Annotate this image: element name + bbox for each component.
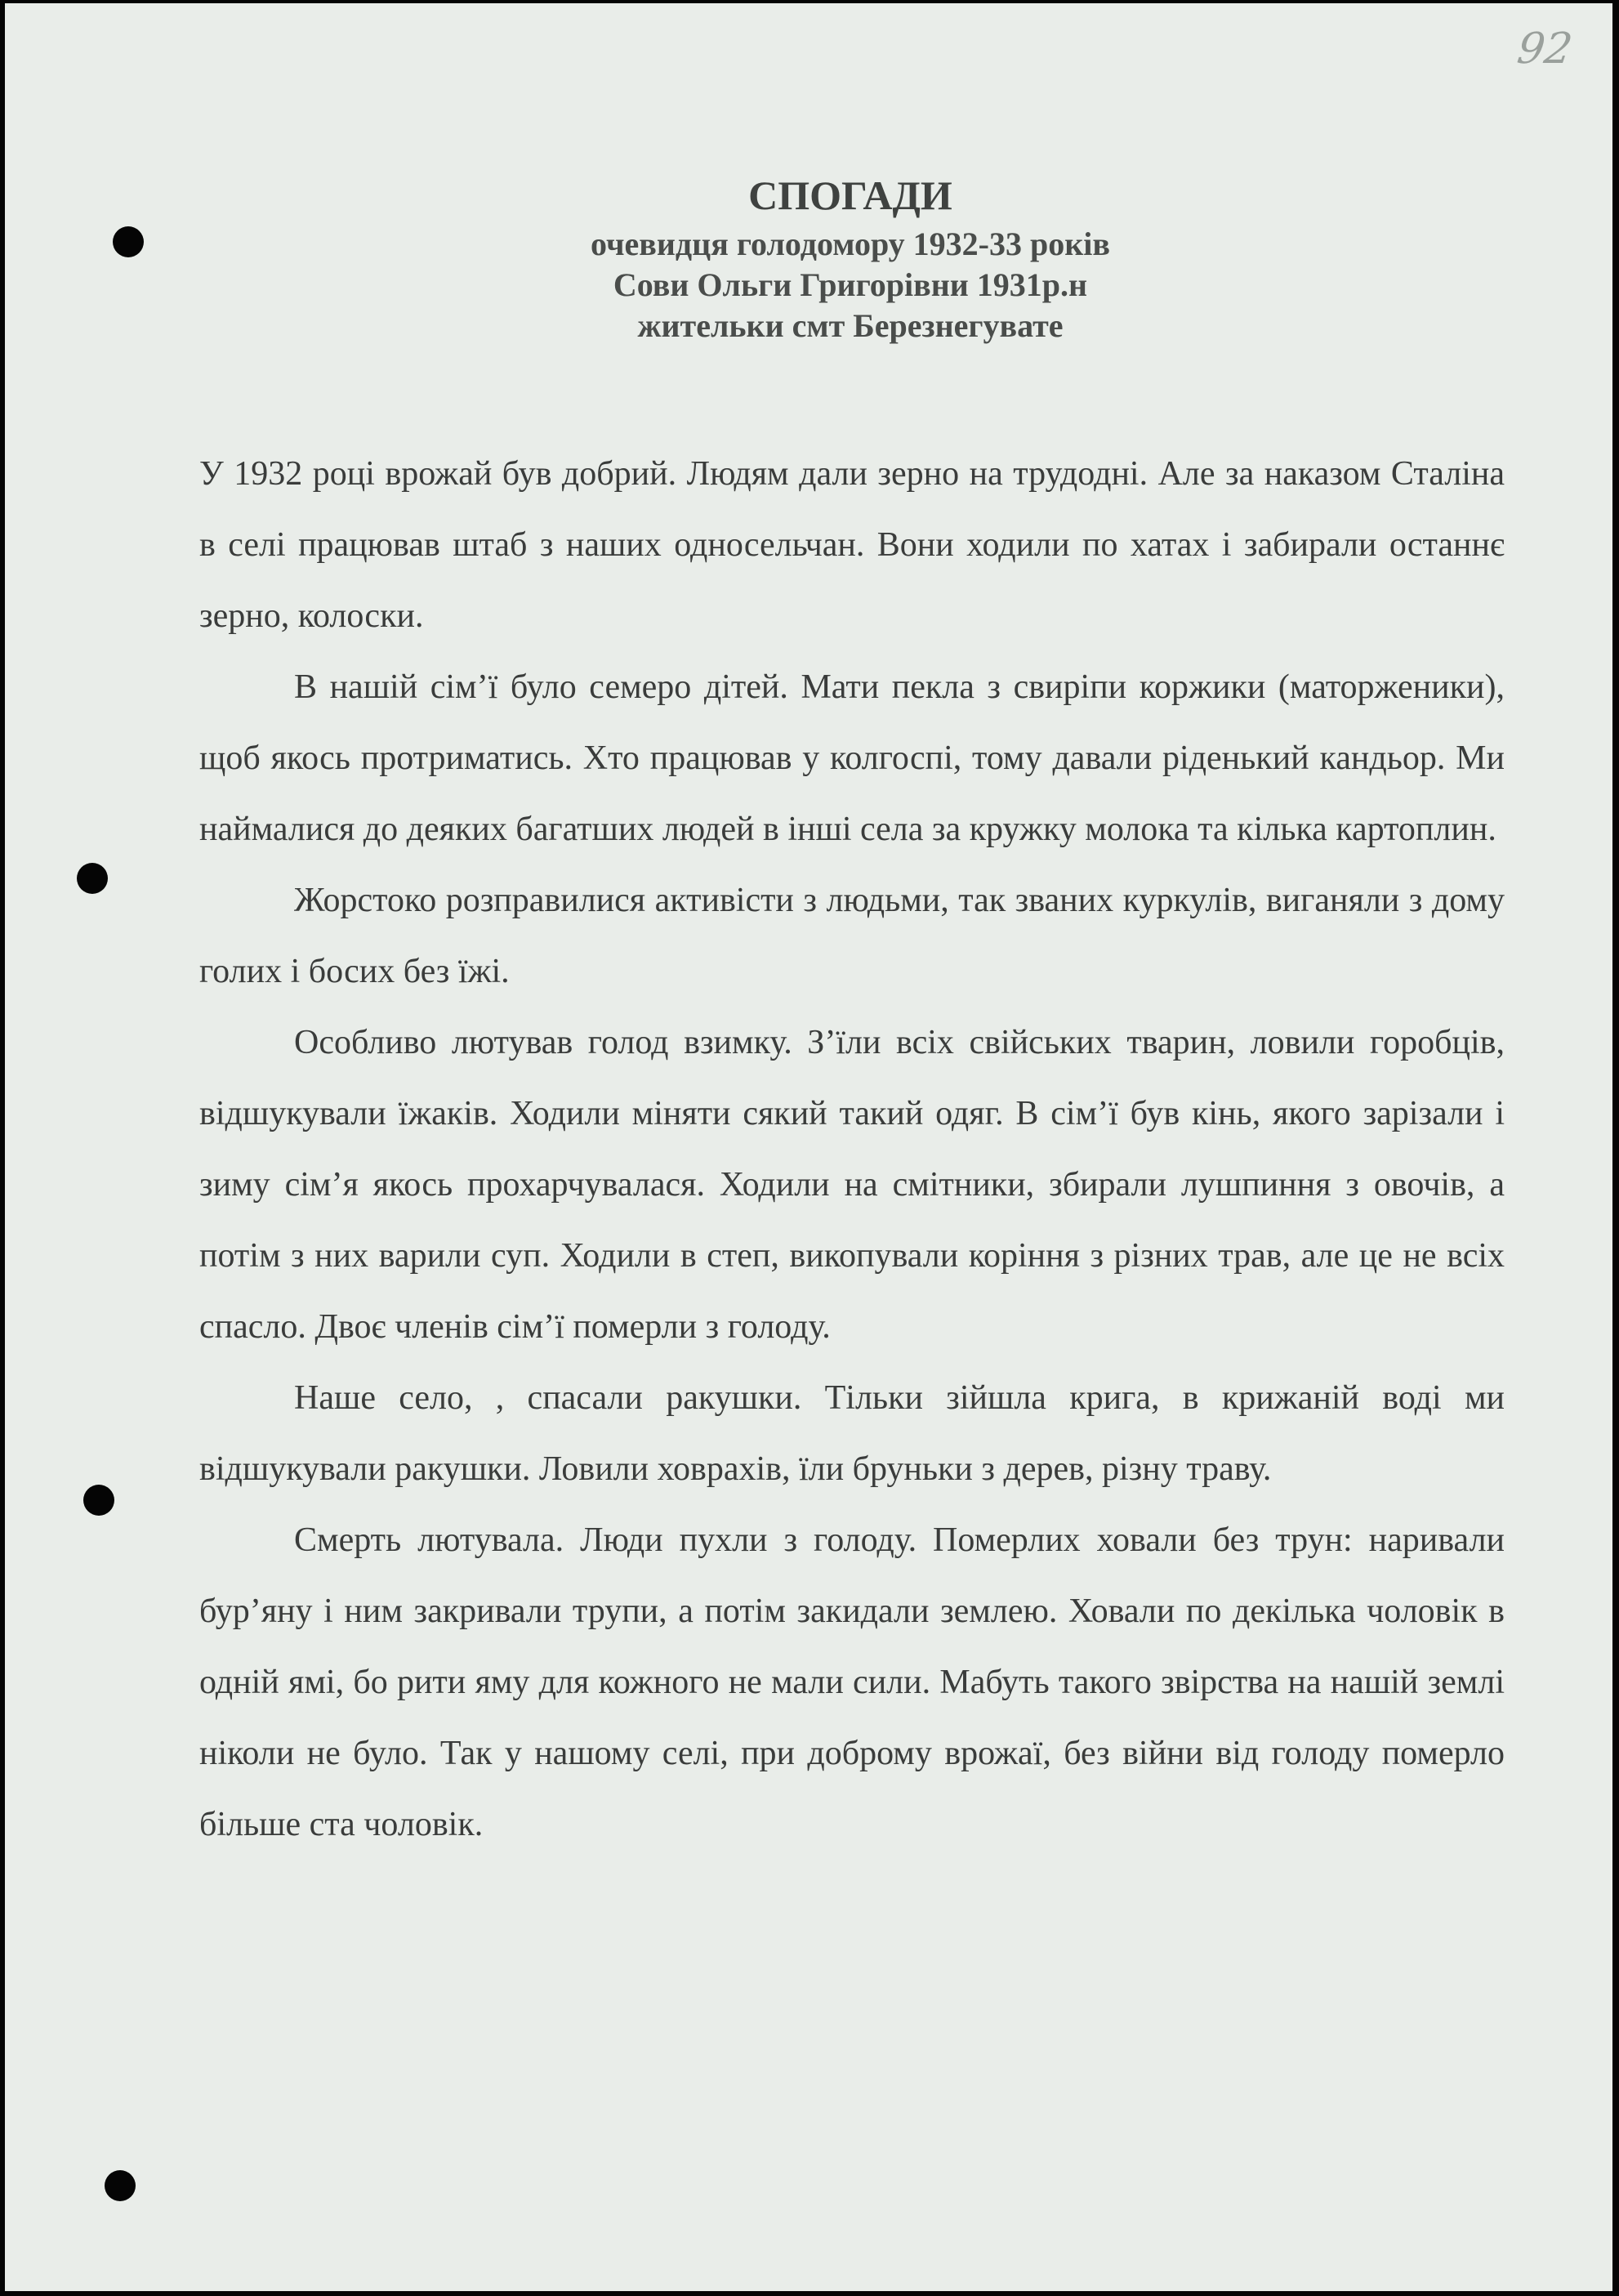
subtitle-line-1: очевидця голодомору 1932-33 років — [590, 226, 1110, 262]
punch-hole — [105, 2170, 136, 2201]
punch-hole — [83, 1485, 114, 1516]
document-body — [199, 439, 1505, 1860]
paragraph: Смерть лютувала. Люди пухли з голоду. Померлих ховали без трун: наривали бур’яну і ним закривали трупи, а потім закидали землею. Ховали по декілька чоловік в одній ямі, бо рити яму для кожного не мали сили. Мабуть такого звірства на нашій землі ніколи не було. Так у нашому селі, при доброму врожаї, без війни від голоду померло більше ста чоловік. — [199, 1521, 1505, 1843]
paragraph: В нашій сім’ї було семеро дітей. Мати пекла з свиріпи коржики (маторженики), щоб якось протриматись. Хто працював у колгоспі, тому давали ріденький кандьор. Ми наймалися до деяких багатших людей в інші села за кружку молока та кілька картоплин. — [199, 668, 1505, 848]
punch-hole — [77, 863, 108, 894]
document-page — [5, 3, 1612, 2291]
subtitle-line-3: жительки смт Березнегувате — [637, 307, 1064, 344]
subtitle-line-2: Сови Ольги Григорівни 1931р.н — [613, 266, 1088, 303]
document-title: СПОГАДИ — [748, 172, 952, 218]
paragraph: У 1932 році врожай був добрий. Людям дали зерно на трудодні. Але за наказом Сталіна в селі працював штаб з наших односельчан. Вони ходили по хатах і забирали останнє зерно, колоски. — [199, 455, 1505, 635]
paragraph: Наше село, , спасали ракушки. Тільки зійшла крига, в крижаній воді ми відшукували ракушки. Ловили ховрахів, їли бруньки з дерев, різну траву. — [199, 1379, 1505, 1488]
document-header — [5, 167, 1612, 346]
page-number: 92 — [1514, 25, 1576, 74]
paragraph: Особливо лютував голод взимку. З’їли всіх свійських тварин, ловили горобців, відшукували їжаків. Ходили міняти сякий такий одяг. В сім’ї був кінь, якого зарізали і зиму сім’я якось прохарчувалася. Ходили на смітники, збирали лушпиння з овочів, а потім з них варили суп. Ходили в степ, викопували коріння з різних трав, але це не всіх спасло. Двоє членів сім’ї померли з голоду. — [199, 1024, 1505, 1346]
paragraph: Жорстоко розправилися активісти з людьми, так званих куркулів, виганяли з дому голих і босих без їжі. — [199, 882, 1505, 990]
